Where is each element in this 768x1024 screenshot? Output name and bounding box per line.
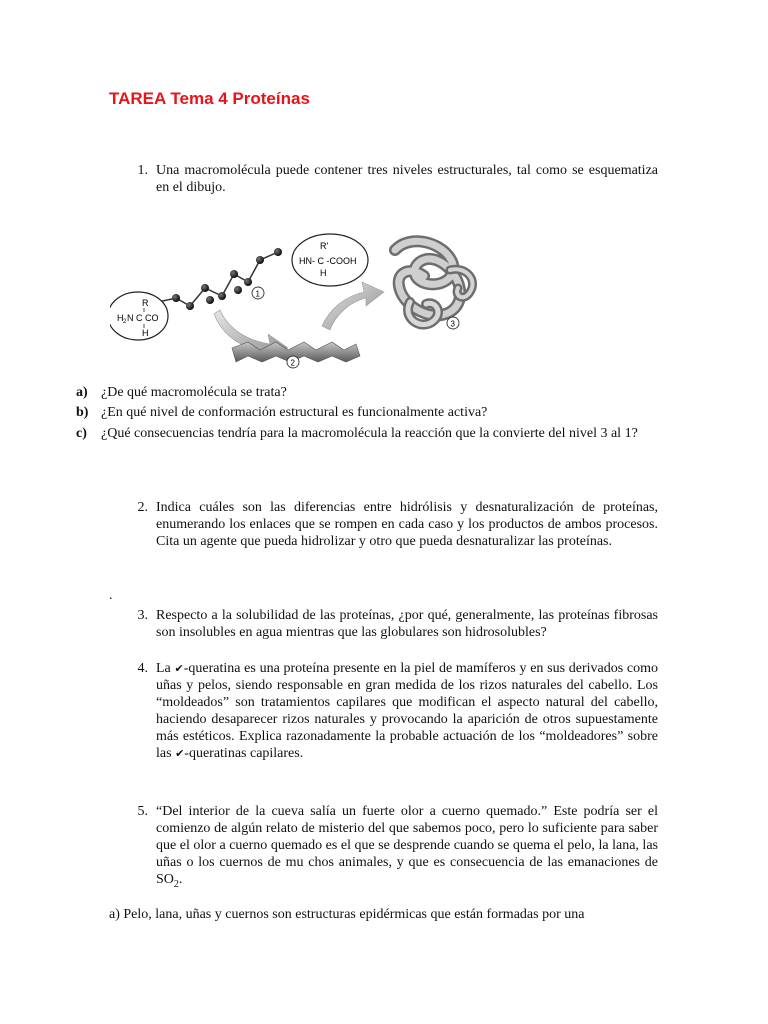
- label-r: R: [142, 298, 149, 308]
- q1-sub-a-letter: a): [76, 385, 88, 400]
- label-hn-cooh: HN- C -COOH: [299, 256, 357, 266]
- q1-sub-a-text: ¿De qué macromolécula se trata?: [101, 385, 287, 400]
- stray-dot: .: [109, 588, 113, 603]
- label-h-bottom: H: [142, 328, 149, 338]
- answer-a-line: a) Pelo, lana, uñas y cuernos son estructuras epidérmicas que están formadas por una: [109, 907, 585, 922]
- q4-text-part3: -queratinas capilares.: [184, 746, 304, 761]
- question-3-number: 3.: [137, 608, 148, 623]
- checkmark-icon: ✔: [175, 747, 185, 760]
- q4-text-part2: -queratina es una proteína presente en la piel de mamíferos y en sus derivados como uñas y pelos, siendo responsable en gran medida de los rizos naturales del cabello. Los “moldeados” son tratamientos capilares que modifican el aspecto natural del cabello, haciendo desaparecer rizos naturales y provocando la aparición de otros supuestamente más estéticos. Explica razonadamente la probable actuación de los “moldeadores” sobre las: [156, 661, 659, 761]
- question-2-number: 2.: [137, 500, 148, 515]
- question-1-number: 1.: [137, 163, 148, 178]
- q4-text-part1: La: [156, 661, 175, 676]
- label-n-subscript: 2: [123, 319, 127, 325]
- q5-text-main: “Del interior de la cueva salía un fuerte olor a cuerno quemado.” Este podría ser el comienzo de algún relato de misterio del que sabemos poco, pero lo suficiente para saber que el olor a cuerno quemado es el que se desprende cuando se quema el pelo, la lana, las uñas o los cuernos de mu chos animales, y que es consecuencia de las emanaciones de SO: [156, 804, 658, 887]
- label-h-right: H: [320, 268, 327, 278]
- checkmark-icon: ✔: [174, 662, 184, 675]
- protein-structure-figure: [110, 230, 480, 380]
- label-r-prime: R': [320, 241, 329, 251]
- question-2-text: Indica cuáles son las diferencias entre hidrólisis y desnaturalización de proteínas, enumerando los enlaces que se rompen en cada caso y los productos de ambos procesos. Cita un agente que pueda hidrolizar y otro que pueda desnaturalizar las proteínas.: [156, 500, 658, 549]
- question-4-number: 4.: [137, 661, 148, 676]
- q1-sub-b-letter: b): [76, 405, 89, 420]
- label-h: H: [117, 313, 124, 323]
- question-3-text: Respecto a la solubilidad de las proteínas, ¿por qué, generalmente, las proteínas fibrosas son insolubles en agua mientras que las globulares son hidrosolubles?: [156, 608, 658, 640]
- q1-sub-c-text: ¿Qué consecuencias tendría para la macromolécula la reacción que la convierte del nivel 3 al 1?: [101, 426, 638, 441]
- marker-1-label: 1: [255, 289, 260, 299]
- marker-3-label: 3: [450, 319, 455, 329]
- arrow-up-icon: [322, 282, 384, 330]
- question-4-text: [156, 660, 658, 762]
- q5-subscript: 2: [173, 878, 179, 890]
- label-nc-co: N C CO: [127, 313, 159, 323]
- document-title: TAREA Tema 4 Proteínas: [109, 89, 310, 108]
- question-5-number: 5.: [137, 804, 148, 819]
- question-5-text: [156, 803, 658, 893]
- q1-sub-b-text: ¿En qué nivel de conformación estructural es funcionalmente activa?: [101, 405, 488, 420]
- tertiary-structure-icon: [395, 241, 473, 324]
- q1-sub-c-letter: c): [76, 426, 87, 441]
- q5-text-end: .: [178, 872, 183, 887]
- question-1-text: Una macromolécula puede contener tres niveles estructurales, tal como se esquematiza en el dibujo.: [156, 163, 658, 195]
- marker-2-label: 2: [290, 358, 295, 368]
